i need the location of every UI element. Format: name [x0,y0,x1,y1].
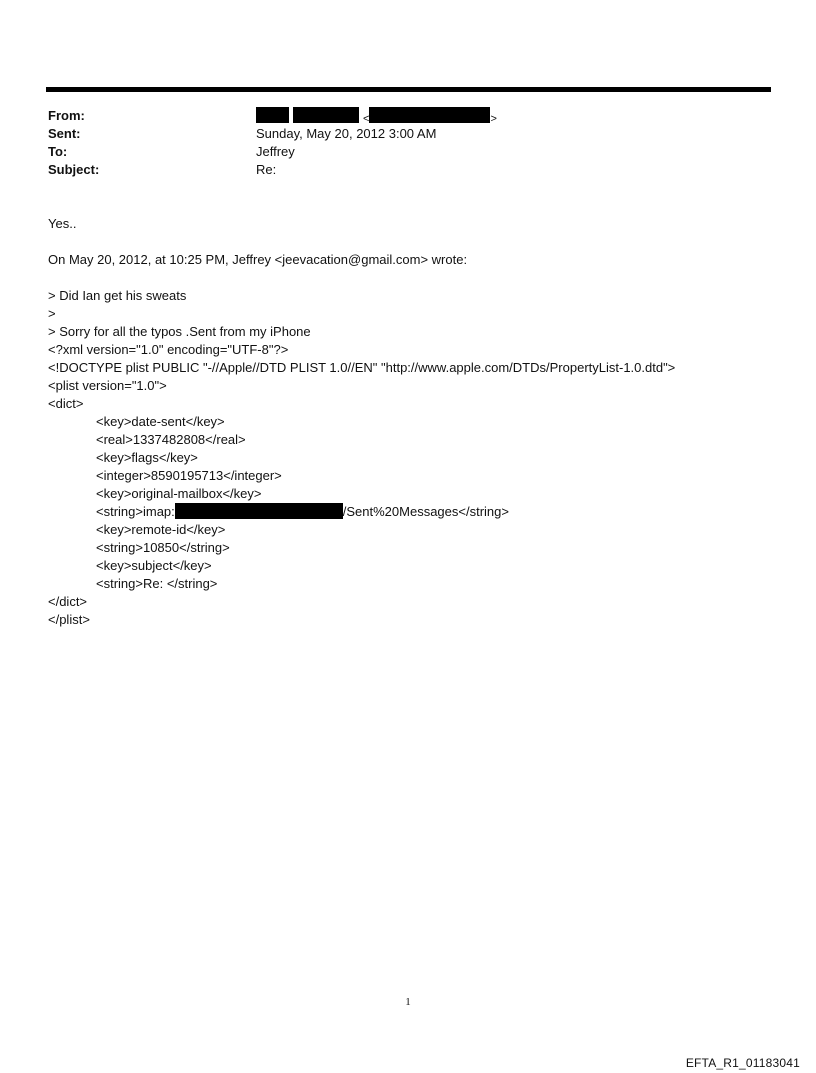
quoted-line: > Did Ian get his sweats [48,288,187,303]
plist-value: <integer>8590195713</integer> [96,468,282,483]
sent-label: Sent: [48,126,81,141]
quoted-line: > Sorry for all the typos .Sent from my iPhone [48,324,311,339]
plist-open-tag: <plist version="1.0"> [48,378,167,393]
header-divider [46,87,771,92]
plist-close-tag: </plist> [48,612,90,627]
xml-declaration: <?xml version="1.0" encoding="UTF-8"?> [48,342,289,357]
plist-key: <key>date-sent</key> [96,414,225,429]
dict-close-tag: </dict> [48,594,88,609]
document-id: EFTA_R1_01183041 [685,1056,800,1070]
redaction-block [256,107,289,123]
redaction-block [293,107,359,123]
imap-prefix: <string>imap: [96,504,175,519]
dict-open-tag: <dict> [48,396,84,411]
plist-key: <key>remote-id</key> [96,522,226,537]
reply-text: Yes.. [48,216,77,231]
plist-key: <key>flags</key> [96,450,198,465]
from-value [256,107,497,127]
plist-key: <key>subject</key> [96,558,212,573]
plist-value: <string>10850</string> [96,540,230,555]
plist-value: <real>1337482808</real> [96,432,246,447]
from-label: From: [48,108,85,123]
imap-suffix: /Sent%20Messages</string> [342,504,509,519]
xml-doctype: <!DOCTYPE plist PUBLIC "-//Apple//DTD PLIST 1.0//EN" "http://www.apple.com/DTDs/PropertyList-1.0.dtd"> [48,360,676,375]
redaction-block [175,503,343,519]
subject-value: Re: [256,162,277,177]
to-value: Jeffrey [256,144,295,159]
plist-key: <key>original-mailbox</key> [96,486,262,501]
quoted-line: > [48,306,56,321]
plist-value-imap [96,503,509,521]
redaction-block [369,107,490,123]
to-label: To: [48,144,68,159]
email-close-bracket: > [490,113,497,125]
sent-value: Sunday, May 20, 2012 3:00 AM [256,126,437,141]
subject-label: Subject: [48,162,100,177]
email-open-bracket: < [363,113,370,125]
quote-intro: On May 20, 2012, at 10:25 PM, Jeffrey <jeevacation@gmail.com> wrote: [48,252,468,267]
page-number: 1 [405,996,411,1008]
plist-value: <string>Re: </string> [96,576,218,591]
